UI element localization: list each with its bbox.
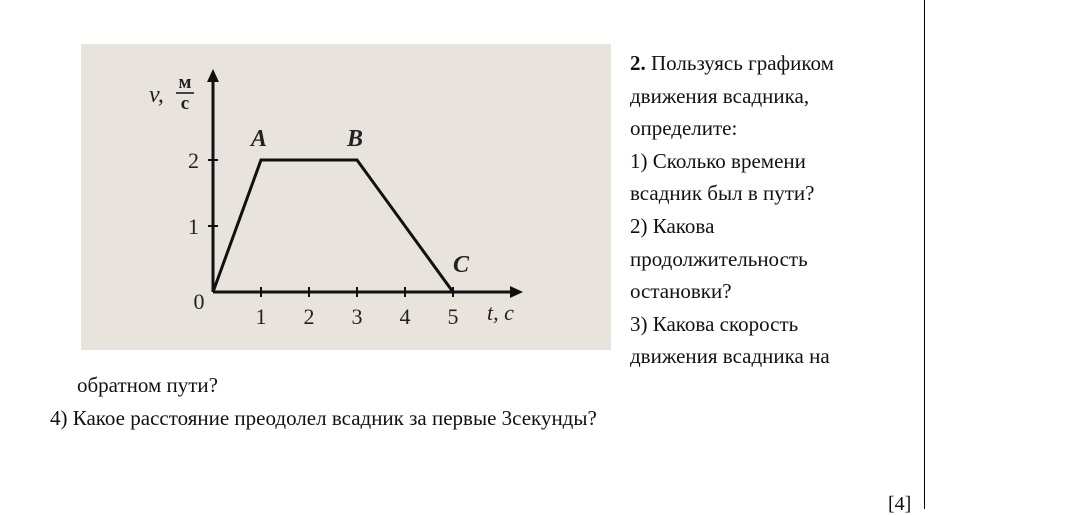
y-axis-symbol: v,: [149, 82, 164, 108]
x-tick-label: 3: [351, 304, 363, 329]
x-tick-label: 4: [399, 304, 411, 329]
x-axis-label: t, с: [487, 300, 514, 325]
question-line: 3) Какова скорость: [630, 311, 799, 336]
origin-label: 0: [193, 289, 205, 314]
question-4: 4) Какое расстояние преодолел всадник за первые 3секунды?: [50, 406, 597, 430]
question-line-1: [630, 47, 910, 80]
marks-label: [4]: [888, 493, 912, 515]
question-line: движения всадника на: [630, 344, 830, 369]
question-continuation: обратном пути?: [77, 373, 218, 397]
question-line: 1) Сколько времени: [630, 148, 806, 173]
chart-svg: [81, 44, 611, 350]
question-line-text: Пользуясь графиком: [651, 51, 834, 75]
point-label-a: A: [250, 126, 268, 152]
question-line: 2) Какова: [630, 213, 715, 238]
question-line: определите:: [630, 116, 738, 141]
y-axis-arrow: [207, 69, 219, 82]
margin-line: [924, 0, 925, 509]
y-unit-numerator: м: [178, 72, 192, 93]
x-axis-arrow: [510, 286, 523, 298]
question-line: остановки?: [630, 279, 732, 304]
point-labels: [249, 126, 470, 278]
question-number: 2.: [630, 51, 646, 75]
point-label-c: C: [452, 252, 470, 278]
question-line: всадник был в пути?: [630, 181, 815, 206]
y-unit-denominator: с: [180, 93, 190, 114]
x-tick-label: 1: [255, 304, 267, 329]
velocity-line: [213, 160, 453, 292]
y-tick-label: 1: [188, 214, 199, 239]
y-tick-label: 2: [188, 148, 199, 173]
question-text: [630, 47, 910, 373]
question-line: движения всадника,: [630, 83, 810, 108]
x-tick-label: 5: [447, 304, 459, 329]
point-label-b: B: [346, 126, 364, 152]
x-tick-label: 2: [303, 304, 315, 329]
velocity-time-graph: [81, 44, 611, 350]
question-line: продолжительность: [630, 246, 808, 271]
